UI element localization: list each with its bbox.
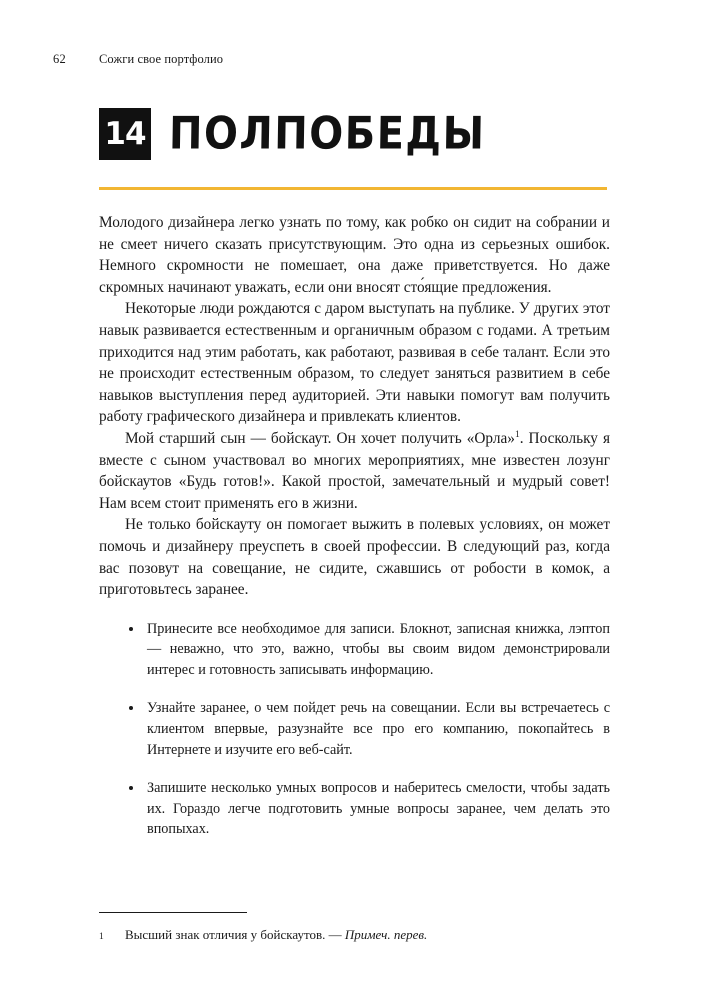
- footnote-reference-marker: 1: [514, 429, 520, 440]
- book-title: Сожги свое портфолио: [99, 52, 224, 66]
- footnote-text: [125, 926, 427, 944]
- list-item-text: Узнайте заранее, о чем пойдет речь на совещании. Если вы встречаетесь с клиентом впервые, разузнайте все про его компанию, покопайтесь в Интернете и изучите его веб-сайт.: [147, 700, 610, 758]
- list-item: [99, 619, 610, 681]
- footnote-body: [99, 926, 610, 946]
- list-item-text: Принесите все необходимое для записи. Блокнот, записная книжка, лэптоп — неважно, что это, важно, чтобы вы своим видом демонстрировали интерес и готовность записывать информацию.: [147, 620, 610, 678]
- list-item: [99, 698, 610, 760]
- paragraph-2: Некоторые люди рождаются с даром выступать на публике. У других этот навык развивается естественным и органичным образом с годами. А третьим приходится над этим работать, как работают, развивая в себе талант. Если это не происходит естественным образом, то следует заняться развитием в себе навыков выступления перед аудиторией. Эти навыки помогут вам получить работу графического дизайнера и привлекать клиентов.: [99, 300, 610, 426]
- chapter-number: 14: [99, 108, 151, 160]
- footnote: [99, 912, 610, 946]
- bullet-dot-icon: [129, 706, 133, 710]
- page-number: 62: [53, 52, 66, 66]
- bullet-dot-icon: [129, 627, 133, 631]
- list-item-text: Запишите несколько умных вопросов и наберитесь смелости, чтобы задать их. Гораздо легче подготовить умные вопросы заранее, чем делать это впопыхах.: [147, 780, 610, 838]
- footnote-text-italic: Примеч. перев.: [344, 927, 428, 942]
- footnote-text-plain: Высший знак отличия у бойскаутов. —: [125, 927, 345, 942]
- chapter-heading: [99, 108, 656, 160]
- footnote-separator-rule: [99, 912, 247, 913]
- list-item: [99, 778, 610, 840]
- chapter-title: ПОЛПОБЕДЫ: [168, 108, 486, 160]
- bullet-dot-icon: [129, 786, 133, 790]
- chapter-divider-rule: [99, 187, 607, 190]
- paragraph-4: Не только бойскауту он помогает выжить в полевых условиях, он может помочь и дизайнеру преуспеть в своей профессии. В следующий раз, когда вас позовут на совещание, не сидите, сжавшись от робости в комок, а приготовьтесь заранее.: [99, 516, 610, 599]
- body-content: [99, 212, 610, 840]
- footnote-marker: 1: [99, 932, 104, 942]
- paragraph-1: Молодого дизайнера легко узнать по тому, как робко он сидит на собрании и не смеет ничего сказать присутствующим. Это одна из серьезных ошибок. Немного скромности не помешает, она даже приветствуется. Но даже скромных начинают уважать, если они вносят сто́ящие предложения.: [99, 214, 610, 296]
- bullet-list: [99, 619, 610, 840]
- paragraph-3-text-after: . Поскольку я вместе с сыном участвовал во многих мероприятиях, мне известен лозунг бойскаутов «Будь готов!». Какой простой, замечательный и мудрый совет! Нам всем стоит применять его в жизни.: [99, 429, 611, 512]
- paragraph-3-text-before: Мой старший сын — бойскаут. Он хочет получить «Орла»: [125, 429, 515, 447]
- running-head: [53, 52, 656, 67]
- paragraph-3-with-footnote: [99, 428, 610, 514]
